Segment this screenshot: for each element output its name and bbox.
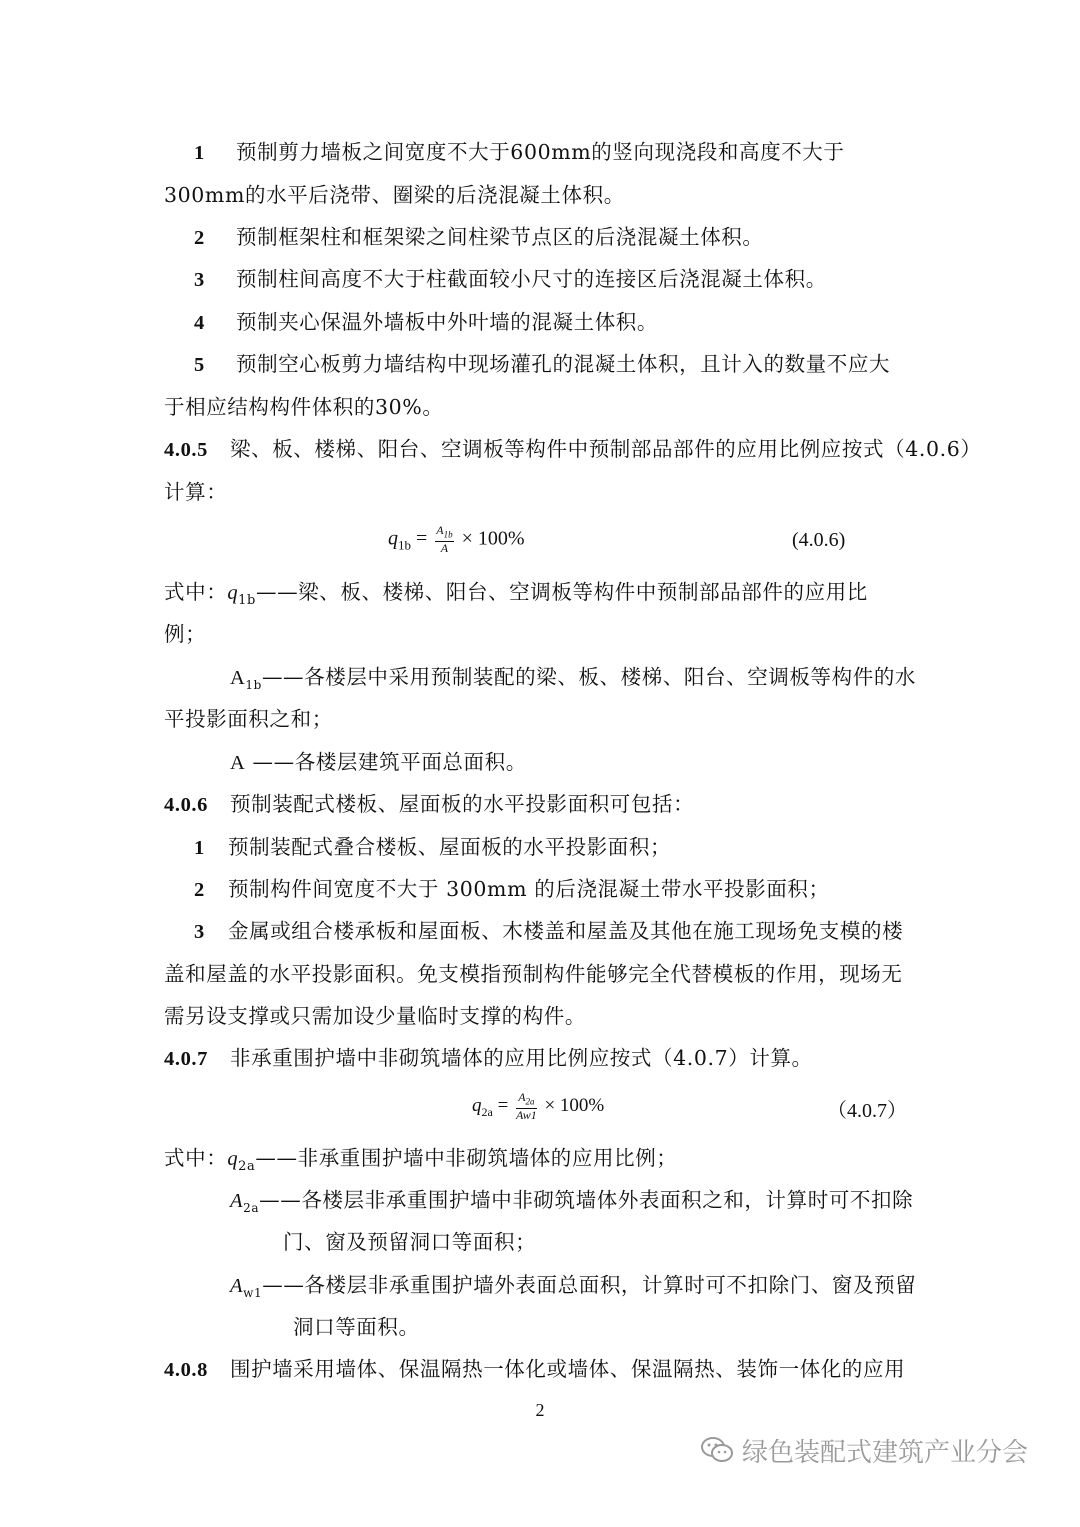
- wechat-icon: [700, 1436, 734, 1471]
- item-b2: 2 预制构件间宽度不大于 300mm 的后浇混凝土带水平投影面积；: [194, 877, 830, 901]
- where-aw1-line1: $A_{w1}——$各楼层非承重围护墙外表面总面积，计算时可不扣除门、窗及预留: [230, 1273, 917, 1301]
- item-b1: 1 预制装配式叠合楼板、屋面板的水平投影面积；: [194, 835, 672, 859]
- item-b3-line3: 需另设支撑或只需加设少量临时支撑的构件。: [164, 1004, 586, 1028]
- formula-407: $q_{2a}$ = $\frac{A_{2a}}{Aw1}$ × 100%: [472, 1090, 605, 1123]
- item-a5-line1: 5 预制空心板剪力墙结构中现场灌孔的混凝土体积，且计入的数量不应大: [194, 352, 891, 376]
- where-406-line1: 式中：$q_{1b}——$梁、板、楼梯、阳台、空调板等构件中预制部品部件的应用比: [164, 580, 868, 609]
- item-a1-line2: 300mm的水平后浇带、圈梁的后浇混凝土体积。: [164, 183, 625, 207]
- section-408: 4.0.8 围护墙采用墙体、保温隔热一体化或墙体、保温隔热、装饰一体化的应用: [164, 1357, 906, 1381]
- where-a1b-line2: 平投影面积之和；: [164, 707, 333, 731]
- item-a4: 4 预制夹心保温外墙板中外叶墙的混凝土体积。: [194, 310, 658, 334]
- item-a5-line2: 于相应结构构件体积的30%。: [164, 395, 444, 419]
- item-a1-line1: 1 预制剪力墙板之间宽度不大于600mm的竖向现浇段和高度不大于: [194, 140, 845, 164]
- where-406-line2: 例；: [164, 622, 207, 646]
- page-number: 2: [535, 1400, 545, 1420]
- where-a2a-line1: $A_{2a}——$各楼层非承重围护墙中非砌筑墙体外表面积之和，计算时可不扣除: [230, 1188, 914, 1216]
- where-407-line1: 式中：$q_{2a}——$非承重围护墙中非砌筑墙体的应用比例；: [164, 1146, 678, 1175]
- where-a: A ——各楼层建筑平面总面积。: [230, 750, 527, 774]
- watermark-text: 绿色装配式建筑产业分会: [742, 1438, 1029, 1468]
- section-406: 4.0.6 预制装配式楼板、屋面板的水平投影面积可包括：: [164, 792, 695, 816]
- equation-number-406: (4.0.6): [792, 529, 846, 551]
- item-b3-line2: 盖和屋盖的水平投影面积。免支模指预制构件能够完全代替模板的作用，现场无: [164, 962, 903, 986]
- where-aw1-line2: 洞口等面积。: [293, 1315, 420, 1339]
- watermark: [700, 1432, 1028, 1471]
- equation-number-407: （4.0.7）: [827, 1100, 907, 1122]
- where-a1b-line1: $A_{1b}——$各楼层中采用预制装配的梁、板、楼梯、阳台、空调板等构件的水: [230, 665, 917, 693]
- item-b3-line1: 3 金属或组合楼承板和屋面板、木楼盖和屋盖及其他在施工现场免支模的楼: [194, 919, 904, 943]
- section-405-line1: 4.0.5 梁、板、楼梯、阳台、空调板等构件中预制部品部件的应用比例应按式（4.0.6）: [164, 437, 982, 461]
- where-a2a-line2: 门、窗及预留洞口等面积；: [283, 1230, 537, 1254]
- item-a3: 3 预制柱间高度不大于柱截面较小尺寸的连接区后浇混凝土体积。: [194, 267, 827, 291]
- section-405-line2: 计算：: [164, 480, 228, 504]
- section-407: 4.0.7 非承重围护墙中非砌筑墙体的应用比例应按式（4.0.7）计算。: [164, 1046, 813, 1070]
- item-a2: 2 预制框架柱和框架梁之间柱梁节点区的后浇混凝土体积。: [194, 225, 764, 249]
- formula-406: $q_{1b}$ = $\frac{A_{1b}}{A}$ × 100%: [388, 523, 525, 556]
